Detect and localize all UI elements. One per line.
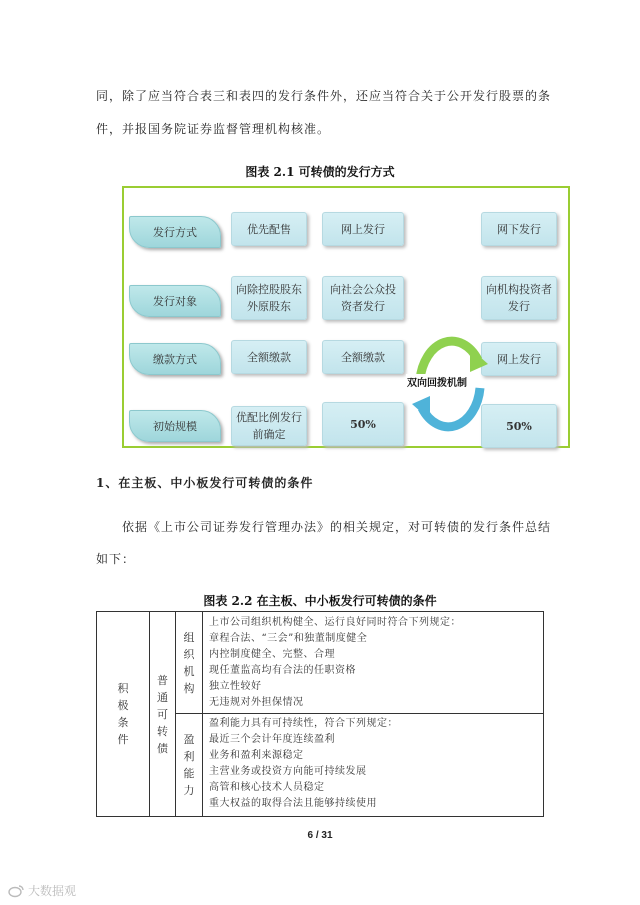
- condition-row: 独立性较好: [209, 681, 262, 692]
- body-text-line: 件，并报国务院证券监督管理机构核准。: [96, 122, 331, 136]
- condition-row: 无违规对外担保情况: [209, 697, 304, 708]
- condition-row: 最近三个会计年度连续盈利: [209, 734, 335, 745]
- cell-priority-ratio: 优配比例发行前确定: [231, 406, 307, 446]
- condition-row: 内控制度健全、完整、合理: [209, 649, 335, 660]
- condition-row: 高管和核心技术人员稳定: [209, 782, 325, 793]
- cell-institutional-investors: 向机构投资者发行: [481, 276, 557, 320]
- profitability-conditions-list: [209, 716, 398, 812]
- section-heading: 1、在主板、中小板发行可转债的条件: [96, 476, 314, 490]
- figure-caption: 图表 2.1 可转债的发行方式: [245, 165, 395, 179]
- organization-group-cell: 组织机构: [183, 630, 195, 695]
- cell-full-payment: 全额缴款: [322, 340, 404, 374]
- body-text-line: 同，除了应当符合表三和表四的发行条件外，还应当符合关于公开发行股票的条: [96, 89, 552, 103]
- cell-online-issue: 网上发行: [322, 212, 404, 246]
- diagram-label-payment: 缴款方式: [129, 343, 221, 375]
- watermark: [8, 882, 76, 899]
- conditions-table: [96, 611, 544, 817]
- cell-offline-issue: 网下发行: [481, 212, 557, 246]
- cell-full-payment: 全额缴款: [231, 340, 307, 374]
- diagram-label-target: 发行对象: [129, 285, 221, 317]
- watermark-text: 大数据观: [28, 884, 77, 898]
- positive-conditions-cell: 积极条件: [117, 682, 129, 746]
- condition-row: 现任董监高均有合法的任职资格: [209, 665, 356, 676]
- cell-offline-50-percent: 50%: [481, 404, 557, 448]
- condition-row: 上市公司组织机构健全、运行良好同时符合下列规定：: [209, 617, 461, 628]
- condition-row: 主营业务或投资方向能可持续发展: [209, 766, 367, 777]
- profitability-group-cell: 盈利能力: [183, 733, 195, 797]
- condition-row: 盈利能力具有可持续性，符合下列规定：: [209, 718, 398, 729]
- issuance-method-diagram: [122, 186, 570, 448]
- condition-row: 章程合法、“三会”和独董制度健全: [209, 633, 368, 644]
- organization-conditions-list: [209, 615, 461, 711]
- cell-public-investors: 向社会公众投资者发行: [322, 276, 404, 320]
- diagram-label-initial-size: 初始规模: [129, 410, 221, 442]
- cell-online-50-percent: 50%: [322, 402, 404, 446]
- cell-original-shareholders: 向除控股股东外原股东: [231, 276, 307, 320]
- weibo-logo-icon: [8, 884, 24, 898]
- diagram-label-method: 发行方式: [129, 216, 221, 248]
- cell-priority-placement: 优先配售: [231, 212, 307, 246]
- ordinary-convertible-bond-cell: 普通可转债: [157, 673, 168, 755]
- mechanism-label: 双向回拨机制: [406, 374, 468, 389]
- table-caption: 图表 2.2 在主板、中小板发行可转债的条件: [203, 594, 437, 608]
- body-text-line: 依据《上市公司证券发行管理办法》的相关规定，对可转债的发行条件总结: [122, 520, 552, 534]
- condition-row: 业务和盈利来源稳定: [209, 750, 304, 761]
- body-text-line: 如下：: [96, 552, 136, 566]
- cell-online-issue-right: 网上发行: [481, 342, 557, 376]
- page-number: 6 / 31: [307, 830, 333, 841]
- condition-row: 重大权益的取得合法且能够持续使用: [209, 798, 377, 809]
